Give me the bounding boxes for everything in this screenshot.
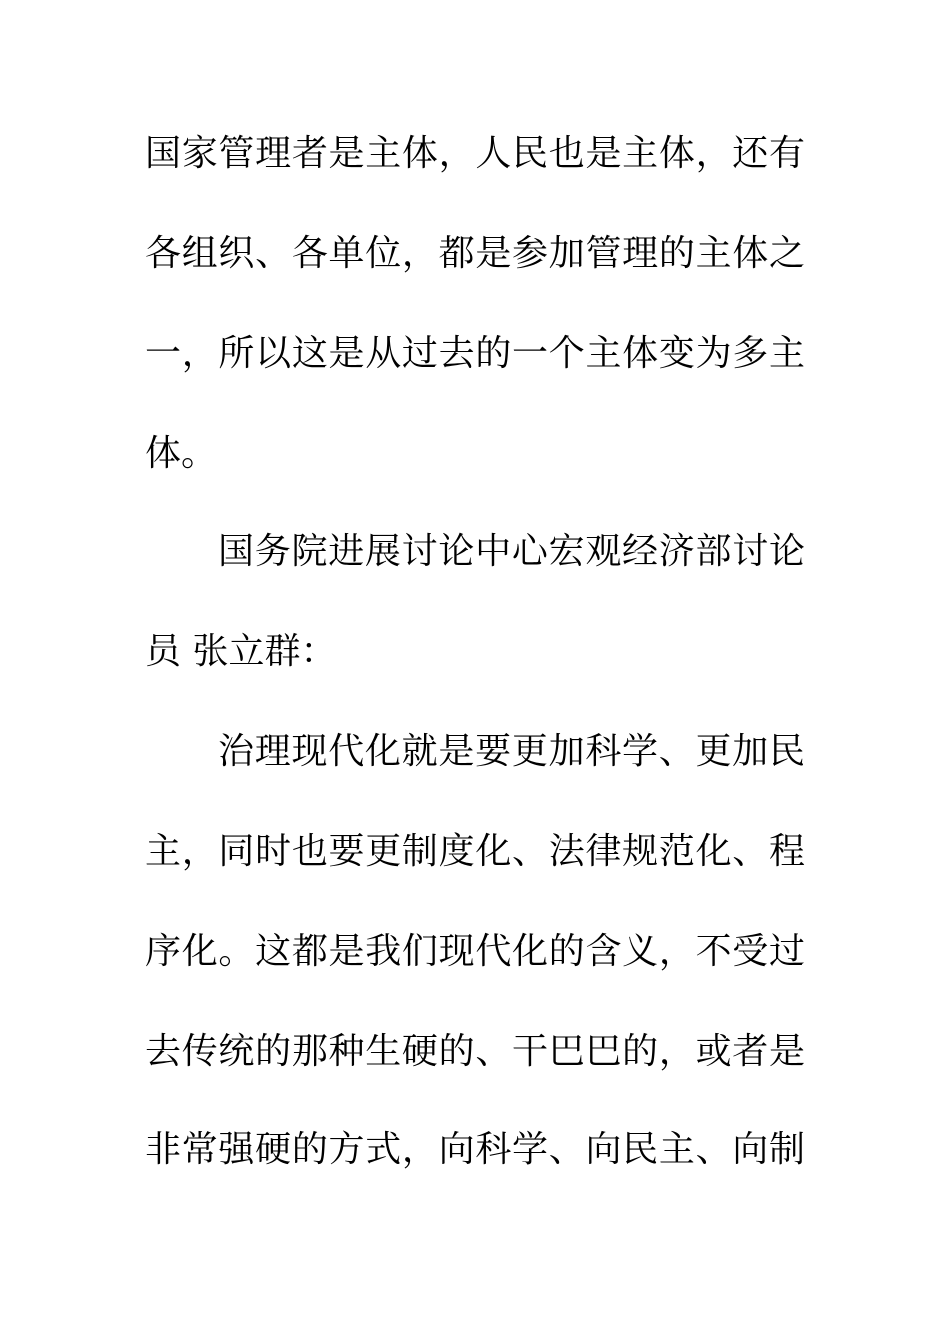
- text-line: 各组织、各单位，都是参加管理的主体之: [145, 233, 805, 274]
- text-line: 国家管理者是主体，人民也是主体，还有: [145, 133, 805, 174]
- text-line: 一，所以这是从过去的一个主体变为多主: [145, 333, 805, 374]
- text-line: 序化。这都是我们现代化的含义，不受过: [145, 931, 805, 972]
- text-line: 去传统的那种生硬的、干巴巴的，或者是: [145, 1031, 805, 1072]
- text-line: 国务院进展讨论中心宏观经济部讨论: [218, 531, 805, 572]
- text-line: 员 张立群：: [145, 631, 337, 672]
- text-line: 体。: [145, 433, 218, 474]
- text-line: 主，同时也要更制度化、法律规范化、程: [145, 831, 805, 872]
- text-line: 治理现代化就是要更加科学、更加民: [218, 731, 805, 772]
- text-line: 非常强硬的方式，向科学、向民主、向制: [145, 1129, 805, 1170]
